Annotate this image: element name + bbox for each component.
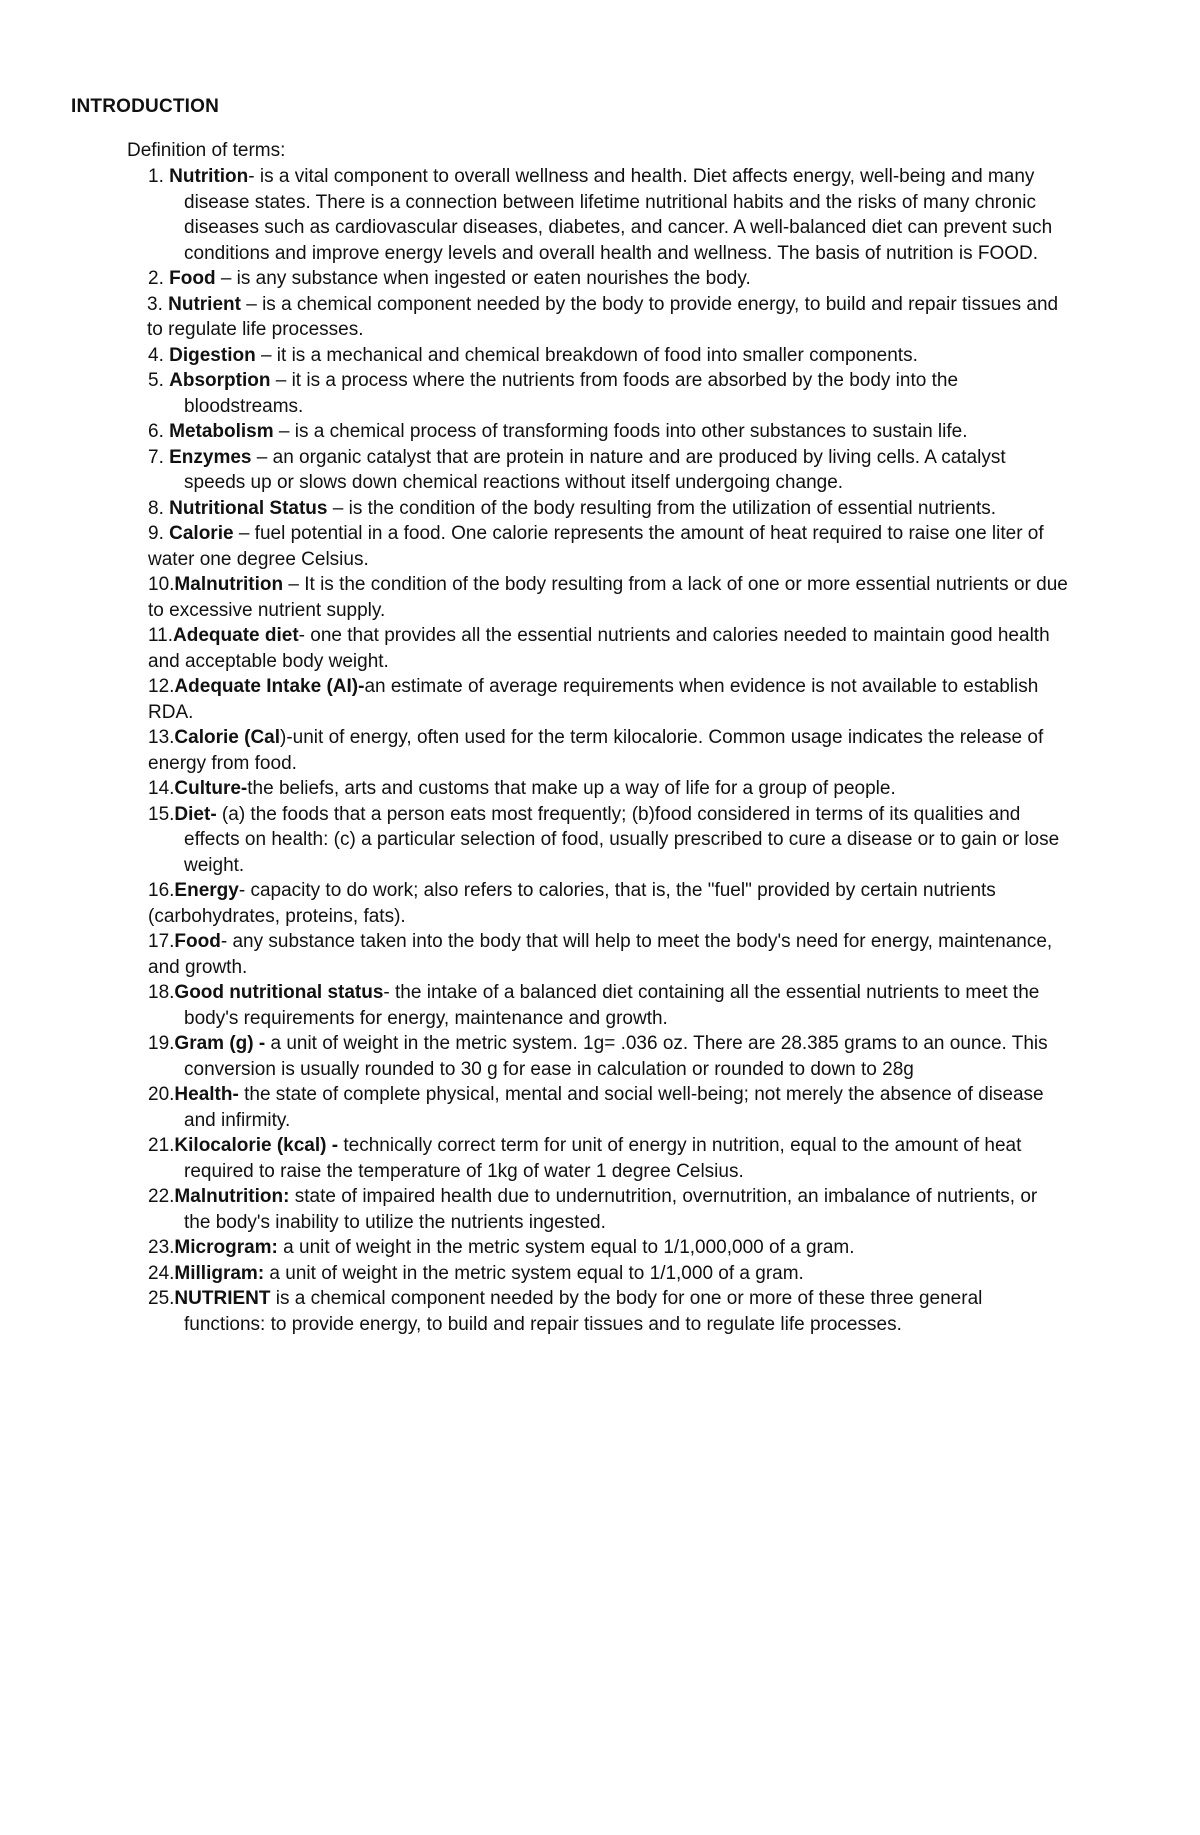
term-item	[148, 878, 1068, 929]
term-definition: - any substance taken into the body that will help to meet the body's need for energy, maintenance, and growth.	[148, 931, 1053, 978]
term-name: Enzymes	[169, 446, 252, 468]
term-definition: )-unit of energy, often used for the term kilocalorie. Common usage indicates the release of energy from food.	[148, 727, 1044, 774]
term-item	[148, 419, 1068, 445]
term-name: Calorie	[169, 523, 234, 544]
term-name: Nutrient	[168, 293, 241, 315]
term-item	[148, 343, 1068, 369]
terms-list	[148, 164, 1068, 1337]
term-number: 6.	[148, 421, 170, 442]
term-number: 3.	[147, 293, 169, 315]
term-name: Kilocalorie (kcal) -	[174, 1135, 339, 1156]
term-number: 24.	[148, 1262, 175, 1284]
term-number: 14.	[148, 778, 175, 799]
term-name: Adequate Intake (AI)-	[174, 676, 365, 697]
section-heading: INTRODUCTION	[71, 96, 220, 117]
term-item	[148, 802, 1068, 879]
term-number: 2.	[148, 268, 170, 289]
term-name: Health-	[174, 1084, 239, 1105]
term-definition: - capacity to do work; also refers to calories, that is, the "fuel" provided by certain nutrients (carbohydrates, proteins, fats).	[148, 880, 996, 927]
term-name: Nutritional Status	[169, 497, 328, 519]
term-item	[148, 1031, 1068, 1082]
term-item	[148, 776, 1068, 802]
term-number: 8.	[148, 497, 170, 519]
term-name: Energy	[174, 880, 239, 901]
term-item	[148, 1286, 1068, 1337]
term-number: 18.	[148, 982, 175, 1003]
term-number: 25.	[148, 1288, 175, 1309]
term-definition: – an organic catalyst that are protein in nature and are produced by living cells. A catalyst speeds up or slows down chemical reactions without itself undergoing change.	[184, 446, 1006, 493]
term-item	[148, 623, 1068, 674]
term-definition: a unit of weight in the metric system equal to 1/1,000,000 of a gram.	[277, 1237, 855, 1258]
term-definition: – is a chemical process of transforming foods into other substances to sustain life.	[273, 421, 968, 442]
term-number: 19.	[148, 1033, 175, 1054]
term-name: NUTRIENT	[174, 1288, 271, 1309]
term-item	[148, 1133, 1068, 1184]
term-number: 22.	[148, 1186, 175, 1207]
term-number: 20.	[148, 1084, 175, 1105]
term-number: 12.	[148, 676, 175, 697]
term-item	[148, 1261, 1068, 1287]
term-name: Gram (g) -	[174, 1033, 266, 1054]
term-name: Malnutrition	[174, 574, 284, 595]
term-item	[148, 164, 1068, 266]
term-definition: technically correct term for unit of energy in nutrition, equal to the amount of heat required to raise the temperature of 1kg of water 1 degree Celsius.	[184, 1135, 1022, 1182]
term-item	[148, 266, 1068, 292]
term-item	[148, 980, 1068, 1031]
term-definition: the beliefs, arts and customs that make up a way of life for a group of people.	[247, 778, 896, 799]
term-name: Metabolism	[169, 421, 274, 442]
term-item	[148, 929, 1068, 980]
term-number: 7.	[148, 446, 170, 468]
term-name: Milligram:	[174, 1262, 265, 1284]
term-definition: - is a vital component to overall wellness and health. Diet affects energy, well-being and many disease states. There is a connection between lifetime nutritional habits and the risks of many chronic diseases such as cardiovascular diseases, diabetes, and cancer. A well-balanced diet can prevent such conditions and improve energy levels and overall health and wellness. The basis of nutrition is FOOD.	[184, 166, 1053, 264]
term-number: 10.	[148, 574, 175, 595]
term-definition: – is the condition of the body resulting from the utilization of essential nutrients.	[327, 497, 997, 519]
term-number: 4.	[148, 344, 170, 366]
term-item	[148, 725, 1068, 776]
term-number: 21.	[148, 1135, 175, 1156]
term-item	[148, 572, 1068, 623]
term-definition: – It is the condition of the body resulting from a lack of one or more essential nutrients or due to excessive nutrient supply.	[148, 574, 1068, 621]
term-definition: the state of complete physical, mental and social well-being; not merely the absence of disease and infirmity.	[184, 1084, 1044, 1131]
term-definition: - the intake of a balanced diet containing all the essential nutrients to meet the body's requirements for energy, maintenance and growth.	[184, 982, 1040, 1029]
term-item	[148, 368, 1068, 419]
term-number: 16.	[148, 880, 175, 901]
term-definition: is a chemical component needed by the body for one or more of these three general functions: to provide energy, to build and repair tissues and to regulate life processes.	[184, 1288, 983, 1335]
term-definition: an estimate of average requirements when evidence is not available to establish RDA.	[148, 676, 1039, 723]
term-name: Culture-	[174, 778, 248, 799]
term-number: 23.	[148, 1237, 175, 1258]
term-item	[148, 1235, 1068, 1261]
term-number: 1.	[148, 166, 170, 187]
term-definition: – is a chemical component needed by the body to provide energy, to build and repair tissues and to regulate life processes.	[147, 293, 1059, 340]
term-name: Digestion	[169, 344, 256, 366]
term-name: Malnutrition:	[174, 1186, 290, 1207]
term-number: 13.	[148, 727, 175, 748]
term-name: Calorie (Cal	[174, 727, 281, 748]
term-definition: – it is a process where the nutrients from foods are absorbed by the body into the bloodstreams.	[184, 370, 959, 417]
term-name: Good nutritional status	[174, 982, 384, 1003]
term-definition: state of impaired health due to undernutrition, overnutrition, an imbalance of nutrients, or the body's inability to utilize the nutrients ingested.	[184, 1186, 1038, 1233]
term-number: 9.	[148, 523, 170, 544]
term-definition: - one that provides all the essential nutrients and calories needed to maintain good health and acceptable body weight.	[148, 625, 1050, 672]
definitions-subheading: Definition of terms:	[127, 140, 286, 161]
term-definition: – fuel potential in a food. One calorie represents the amount of heat required to raise one liter of water one degree Celsius.	[148, 523, 1044, 570]
term-number: 11.	[148, 625, 174, 646]
term-number: 17.	[148, 931, 175, 952]
term-definition: (a) the foods that a person eats most frequently; (b)food considered in terms of its qualities and effects on health: (c) a particular selection of food, usually prescribed to cure a disease or to gain or lose weight.	[184, 803, 1060, 876]
term-name: Food	[174, 931, 221, 952]
term-definition: – is any substance when ingested or eaten nourishes the body.	[215, 268, 751, 289]
term-name: Microgram:	[174, 1237, 278, 1258]
term-number: 5.	[148, 370, 170, 391]
term-item	[148, 1184, 1068, 1235]
term-definition: a unit of weight in the metric system equal to 1/1,000 of a gram.	[264, 1262, 804, 1284]
term-item	[147, 292, 1068, 343]
term-item	[148, 445, 1068, 496]
term-item	[148, 674, 1068, 725]
term-name: Food	[169, 268, 216, 289]
term-name: Diet-	[174, 803, 217, 825]
term-definition: – it is a mechanical and chemical breakdown of food into smaller components.	[255, 344, 918, 366]
term-number: 15.	[148, 803, 175, 825]
term-definition: a unit of weight in the metric system. 1g= .036 oz. There are 28.385 grams to an ounce. This conversion is usually rounded to 30 g for ease in calculation or rounded to down to 28g	[184, 1033, 1048, 1080]
term-item	[148, 521, 1068, 572]
term-name: Nutrition	[169, 166, 249, 187]
term-name: Adequate diet	[173, 625, 299, 646]
term-item	[148, 1082, 1068, 1133]
term-item	[148, 496, 1068, 522]
term-name: Absorption	[169, 370, 271, 391]
